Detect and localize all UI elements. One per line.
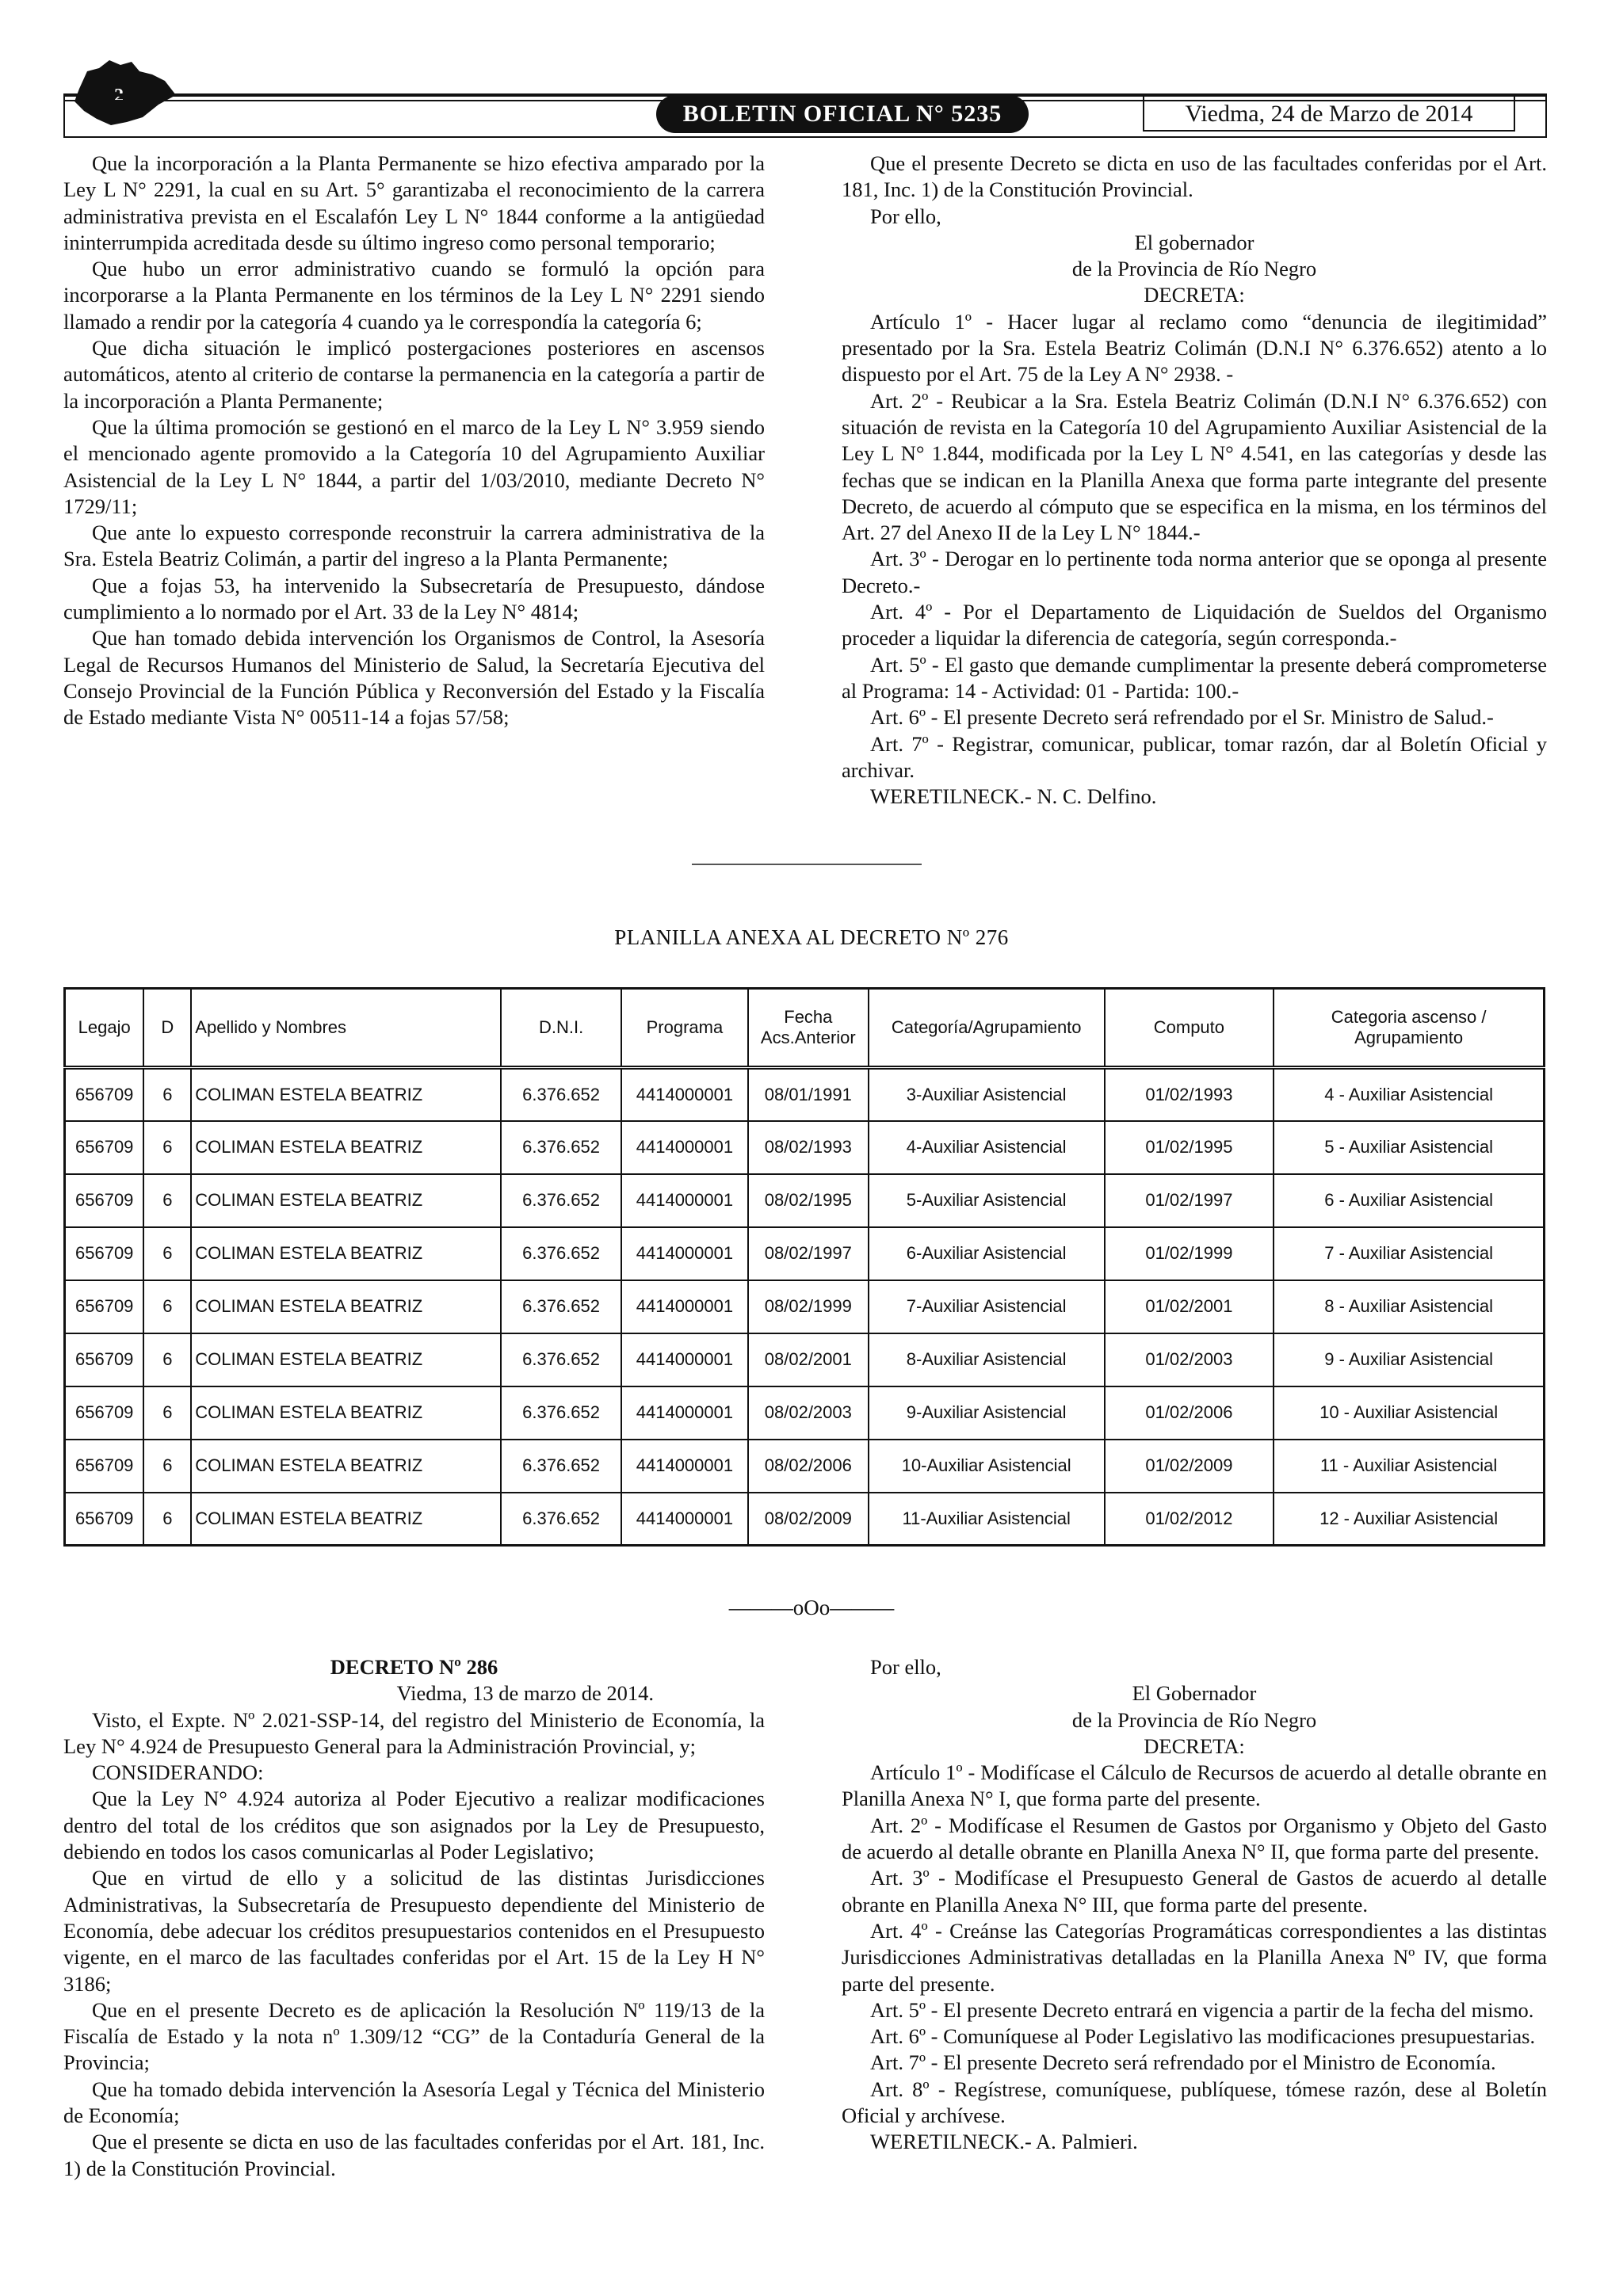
- top-right-column: [842, 151, 1547, 810]
- cell-computo: 01/02/2009: [1105, 1440, 1274, 1493]
- governor-label: El gobernador: [1134, 230, 1254, 254]
- cell-legajo: 656709: [65, 1440, 144, 1493]
- top-left-column: [63, 151, 765, 731]
- cell-categoria-ascenso: 4 - Auxiliar Asistencial: [1274, 1068, 1544, 1121]
- paragraph: Que en el presente Decreto es de aplicación la Resolución Nº 119/13 de la Fiscalía de Estado y la nota nº 1.309/12 “CG” de la Contaduría General de la Provincia;: [63, 1997, 765, 2075]
- annex-table: [63, 987, 1545, 1547]
- article: Artículo 1º - Hacer lugar al reclamo como “denuncia de ilegitimidad” presentado por la Sra. Estela Beatriz Colimán (D.N.I N° 6.376.652) atento a lo dispuesto por el Art. 75 de la Ley A N° 2938. -: [842, 309, 1547, 387]
- cell-categoria-ascenso: 9 - Auxiliar Asistencial: [1274, 1333, 1544, 1386]
- paragraph: Que la incorporación a la Planta Permanente se hizo efectiva amparado por la Ley L N° 2291, la cual en su Art. 5° garantizaba el reconocimiento de la carrera administrativa prevista en el Escalafón Ley L N° 1844 conforme a la antigüedad ininterrumpida acreditada desde su último ingreso como personal temporario;: [63, 151, 765, 254]
- article: Art. 4º - Por el Departamento de Liquidación de Sueldos del Organismo proceder a liquidar la diferencia de categoría, según corresponda.-: [842, 600, 1547, 650]
- cell-fecha: 08/02/1999: [748, 1280, 869, 1333]
- cell-d: 6: [143, 1493, 191, 1546]
- table-row: [65, 1440, 1545, 1493]
- cell-fecha: 08/02/1993: [748, 1121, 869, 1174]
- header-apellido-nombres: Apellido y Nombres: [191, 989, 501, 1068]
- cell-apellido-nombres: COLIMAN ESTELA BEATRIZ: [191, 1174, 501, 1227]
- cell-programa: 4414000001: [621, 1386, 748, 1440]
- cell-categoria: 11-Auxiliar Asistencial: [869, 1493, 1105, 1546]
- cell-programa: 4414000001: [621, 1280, 748, 1333]
- cell-d: 6: [143, 1068, 191, 1121]
- cell-dni: 6.376.652: [501, 1227, 621, 1280]
- governor-label: El Gobernador: [1132, 1681, 1257, 1706]
- cell-fecha: 08/02/1997: [748, 1227, 869, 1280]
- table-header-row: [65, 989, 1545, 1068]
- header-d: D: [143, 989, 191, 1068]
- bottom-right-column: [842, 1654, 1547, 2156]
- paragraph: Que a fojas 53, ha intervenido la Subsecretaría de Presupuesto, dándose cumplimiento a lo normado por el Art. 33 de la Ley N° 4814;: [63, 573, 765, 624]
- paragraph: Que en virtud de ello y a solicitud de las distintas Jurisdicciones Administrativas, la Subsecretaría de Presupuesto dependiente del Ministerio de Economía, debe adecuar los créditos presupuestarios contenidos en el Presupuesto vigente, en el marco de las facultades conferidas por el Art. 15 de la Ley H N° 3186;: [63, 1866, 765, 1996]
- cell-d: 6: [143, 1386, 191, 1440]
- header-computo: Computo: [1105, 989, 1274, 1068]
- header-rule-bottom: [63, 136, 1545, 138]
- header-legajo: Legajo: [65, 989, 144, 1068]
- divider-ornament: ———oOo———: [728, 1596, 895, 1619]
- cell-categoria-ascenso: 6 - Auxiliar Asistencial: [1274, 1174, 1544, 1227]
- cell-categoria: 7-Auxiliar Asistencial: [869, 1280, 1105, 1333]
- cell-dni: 6.376.652: [501, 1280, 621, 1333]
- cell-apellido-nombres: COLIMAN ESTELA BEATRIZ: [191, 1440, 501, 1493]
- cell-categoria: 10-Auxiliar Asistencial: [869, 1440, 1105, 1493]
- header-dni: D.N.I.: [501, 989, 621, 1068]
- cell-d: 6: [143, 1280, 191, 1333]
- cell-legajo: 656709: [65, 1068, 144, 1121]
- province-label: de la Provincia de Río Negro: [1071, 1707, 1317, 1732]
- cell-computo: 01/02/1997: [1105, 1174, 1274, 1227]
- cell-categoria: 4-Auxiliar Asistencial: [869, 1121, 1105, 1174]
- cell-programa: 4414000001: [621, 1227, 748, 1280]
- cell-computo: 01/02/2003: [1105, 1333, 1274, 1386]
- paragraph: Que dicha situación le implicó postergaciones posteriores en ascensos automáticos, atento al criterio de contarse la permanencia en la categoría a partir de la incorporación a Planta Permanente;: [63, 336, 765, 413]
- header-left-border: [63, 93, 65, 138]
- cell-apellido-nombres: COLIMAN ESTELA BEATRIZ: [191, 1280, 501, 1333]
- cell-fecha: 08/02/1995: [748, 1174, 869, 1227]
- cell-categoria: 5-Auxiliar Asistencial: [869, 1174, 1105, 1227]
- cell-d: 6: [143, 1333, 191, 1386]
- header-programa: Programa: [621, 989, 748, 1068]
- cell-dni: 6.376.652: [501, 1068, 621, 1121]
- cell-d: 6: [143, 1121, 191, 1174]
- cell-computo: 01/02/1999: [1105, 1227, 1274, 1280]
- cell-d: 6: [143, 1440, 191, 1493]
- article: Art. 6º - El presente Decreto será refrendado por el Sr. Ministro de Salud.-: [870, 705, 1494, 730]
- article: Art. 5º - El presente Decreto entrará en vigencia a partir de la fecha del mismo.: [870, 1997, 1534, 2022]
- article: Art. 4º - Creánse las Categorías Programáticas correspondientes a las distintas Jurisdicciones Administrativas detalladas en la Planilla Anexa Nº IV, que forma parte del presente.: [842, 1918, 1547, 1996]
- cell-categoria: 8-Auxiliar Asistencial: [869, 1333, 1105, 1386]
- cell-fecha: 08/02/2006: [748, 1440, 869, 1493]
- header-right-border: [1545, 93, 1547, 138]
- cell-fecha: 08/02/2003: [748, 1386, 869, 1440]
- table-row: [65, 1121, 1545, 1174]
- cell-programa: 4414000001: [621, 1333, 748, 1386]
- cell-apellido-nombres: COLIMAN ESTELA BEATRIZ: [191, 1121, 501, 1174]
- paragraph: Que hubo un error administrativo cuando se formuló la opción para incorporarse a la Planta Permanente en los términos de la Ley L N° 2291 siendo llamado a rendir por la categoría 4 cuando ya le correspondía la categoría 6;: [63, 257, 765, 334]
- province-label: de la Provincia de Río Negro: [1071, 257, 1317, 281]
- cell-dni: 6.376.652: [501, 1333, 621, 1386]
- table-row: [65, 1386, 1545, 1440]
- article: Artículo 1º - Modifícase el Cálculo de Recursos de acuerdo al detalle obrante en Planilla Anexa N° I, que forma parte del presente.: [842, 1760, 1547, 1811]
- cell-d: 6: [143, 1227, 191, 1280]
- bulletin-title: BOLETIN OFICIAL N° 5235: [656, 95, 1029, 133]
- cell-d: 6: [143, 1174, 191, 1227]
- cell-legajo: 656709: [65, 1493, 144, 1546]
- cell-legajo: 656709: [65, 1227, 144, 1280]
- decreta-label: DECRETA:: [1144, 1733, 1245, 1758]
- article: Art. 2º - Reubicar a la Sra. Estela Beatriz Colimán (D.N.I N° 6.376.652) con situación de revista en la Categoría 10 del Agrupamiento Auxiliar Asistencial de la Ley L N° 1.844, modificada por la Ley L N° 4.541, en las categorías y desde las fechas que se indican en la Planilla Anexa que forma parte integrante del presente Decreto, de acuerdo al cómputo que se especifica en la misma, en los términos del Art. 27 del Anexo II de la Ley L N° 1844.-: [842, 388, 1547, 545]
- decree-date: Viedma, 13 de marzo de 2014.: [396, 1681, 654, 1706]
- paragraph: Que el presente se dicta en uso de las facultades conferidas por el Art. 181, Inc. 1) de la Constitución Provincial.: [63, 2130, 765, 2180]
- cell-categoria: 9-Auxiliar Asistencial: [869, 1386, 1105, 1440]
- cell-dni: 6.376.652: [501, 1121, 621, 1174]
- cell-fecha: 08/01/1991: [748, 1068, 869, 1121]
- paragraph: Que ante lo expuesto corresponde reconstruir la carrera administrativa de la Sra. Estela Beatriz Colimán, a partir del ingreso a la Planta Permanente;: [63, 521, 765, 571]
- cell-categoria: 6-Auxiliar Asistencial: [869, 1227, 1105, 1280]
- table-row: [65, 1493, 1545, 1546]
- cell-programa: 4414000001: [621, 1068, 748, 1121]
- annex-title: PLANILLA ANEXA AL DECRETO Nº 276: [614, 925, 1009, 949]
- paragraph: Que el presente Decreto se dicta en uso de las facultades conferidas por el Art. 181, Inc. 1) de la Constitución Provincial.: [842, 151, 1547, 202]
- cell-programa: 4414000001: [621, 1121, 748, 1174]
- cell-dni: 6.376.652: [501, 1493, 621, 1546]
- section-separator: [692, 864, 922, 865]
- signature: WERETILNECK.- N. C. Delfino.: [870, 784, 1157, 809]
- cell-categoria: 3-Auxiliar Asistencial: [869, 1068, 1105, 1121]
- cell-apellido-nombres: COLIMAN ESTELA BEATRIZ: [191, 1068, 501, 1121]
- cell-programa: 4414000001: [621, 1493, 748, 1546]
- paragraph: Que la Ley N° 4.924 autoriza al Poder Ejecutivo a realizar modificaciones dentro del total de los créditos que son asignados por la Ley de Presupuesto, debiendo en todos los casos comunicarlas al Poder Legislativo;: [63, 1787, 765, 1864]
- paragraph: Que la última promoción se gestionó en el marco de la Ley L N° 3.959 siendo el mencionado agente promovido a la Categoría 10 del Agrupamiento Auxiliar Asistencial de la Ley L N° 1844, a partir del 1/03/2010, mediante Decreto N° 1729/11;: [63, 414, 765, 518]
- cell-categoria-ascenso: 7 - Auxiliar Asistencial: [1274, 1227, 1544, 1280]
- cell-categoria-ascenso: 10 - Auxiliar Asistencial: [1274, 1386, 1544, 1440]
- decreta-label: DECRETA:: [1144, 283, 1245, 307]
- cell-computo: 01/02/2001: [1105, 1280, 1274, 1333]
- cell-computo: 01/02/2006: [1105, 1386, 1274, 1440]
- cell-dni: 6.376.652: [501, 1174, 621, 1227]
- table-row: [65, 1227, 1545, 1280]
- cell-legajo: 656709: [65, 1280, 144, 1333]
- cell-computo: 01/02/1995: [1105, 1121, 1274, 1174]
- article: Art. 5º - El gasto que demande cumplimentar la presente deberá comprometerse al Programa: 14 - Actividad: 01 - Partida: 100.-: [842, 652, 1547, 703]
- por-ello: Por ello,: [870, 1655, 941, 1679]
- cell-programa: 4414000001: [621, 1174, 748, 1227]
- table-row: [65, 1068, 1545, 1121]
- considerando-label: CONSIDERANDO:: [92, 1760, 264, 1785]
- bottom-left-column: [63, 1654, 765, 2182]
- decree-title: DECRETO Nº 286: [330, 1655, 498, 1679]
- cell-apellido-nombres: COLIMAN ESTELA BEATRIZ: [191, 1386, 501, 1440]
- header-fecha: Fecha Acs.Anterior: [748, 989, 869, 1068]
- page-header: [63, 57, 1547, 136]
- header-categoria-ascenso: Categoria ascenso / Agrupamiento: [1274, 989, 1544, 1068]
- cell-apellido-nombres: COLIMAN ESTELA BEATRIZ: [191, 1333, 501, 1386]
- table-row: [65, 1280, 1545, 1333]
- cell-legajo: 656709: [65, 1386, 144, 1440]
- article: Art. 7º - Registrar, comunicar, publicar, tomar razón, dar al Boletín Oficial y archivar.: [842, 731, 1547, 782]
- cell-programa: 4414000001: [621, 1440, 748, 1493]
- cell-computo: 01/02/2012: [1105, 1493, 1274, 1546]
- bulletin-date: Viedma, 24 de Marzo de 2014: [1143, 95, 1515, 132]
- signature: WERETILNECK.- A. Palmieri.: [870, 2130, 1138, 2154]
- article: Art. 3º - Derogar en lo pertinente toda norma anterior que se oponga al presente Decreto.-: [842, 547, 1547, 597]
- header-categoria: Categoría/Agrupamiento: [869, 989, 1105, 1068]
- cell-categoria-ascenso: 11 - Auxiliar Asistencial: [1274, 1440, 1544, 1493]
- visto-paragraph: Visto, el Expte. Nº 2.021-SSP-14, del registro del Ministerio de Economía, la Ley N° 4.924 de Presupuesto General para la Administración Provincial, y;: [63, 1707, 765, 1758]
- paragraph: Que ha tomado debida intervención la Asesoría Legal y Técnica del Ministerio de Economía;: [63, 2077, 765, 2128]
- article: Art. 3º - Modifícase el Presupuesto General de Gastos de acuerdo al detalle obrante en Planilla Anexa N° III, que forma parte del presente.: [842, 1866, 1547, 1917]
- paragraph: Que han tomado debida intervención los Organismos de Control, la Asesoría Legal de Recursos Humanos del Ministerio de Salud, la Secretaría Ejecutiva del Consejo Provincial de la Función Pública y Reconversión del Estado y la Fiscalía de Estado mediante Vista N° 00511-14 a fojas 57/58;: [63, 626, 765, 730]
- cell-categoria-ascenso: 8 - Auxiliar Asistencial: [1274, 1280, 1544, 1333]
- cell-dni: 6.376.652: [501, 1440, 621, 1493]
- article: Art. 8º - Regístrese, comuníquese, publíquese, tómese razón, dese al Boletín Oficial y archívese.: [842, 2077, 1547, 2128]
- table-row: [65, 1174, 1545, 1227]
- article: Art. 6º - Comuníquese al Poder Legislativo las modificaciones presupuestarias.: [870, 2024, 1536, 2049]
- cell-dni: 6.376.652: [501, 1386, 621, 1440]
- cell-legajo: 656709: [65, 1121, 144, 1174]
- cell-fecha: 08/02/2001: [748, 1333, 869, 1386]
- article: Art. 2º - Modifícase el Resumen de Gastos por Organismo y Objeto del Gasto de acuerdo al detalle obrante en Planilla Anexa N° II, que forma parte del presente.: [842, 1813, 1547, 1864]
- cell-apellido-nombres: COLIMAN ESTELA BEATRIZ: [191, 1227, 501, 1280]
- cell-computo: 01/02/1993: [1105, 1068, 1274, 1121]
- por-ello: Por ello,: [870, 204, 941, 228]
- cell-categoria-ascenso: 5 - Auxiliar Asistencial: [1274, 1121, 1544, 1174]
- cell-apellido-nombres: COLIMAN ESTELA BEATRIZ: [191, 1493, 501, 1546]
- cell-legajo: 656709: [65, 1174, 144, 1227]
- table-row: [65, 1333, 1545, 1386]
- cell-categoria-ascenso: 12 - Auxiliar Asistencial: [1274, 1493, 1544, 1546]
- cell-legajo: 656709: [65, 1333, 144, 1386]
- cell-fecha: 08/02/2009: [748, 1493, 869, 1546]
- annex-table-body: [65, 1068, 1545, 1546]
- article: Art. 7º - El presente Decreto será refrendado por el Ministro de Economía.: [870, 2050, 1496, 2075]
